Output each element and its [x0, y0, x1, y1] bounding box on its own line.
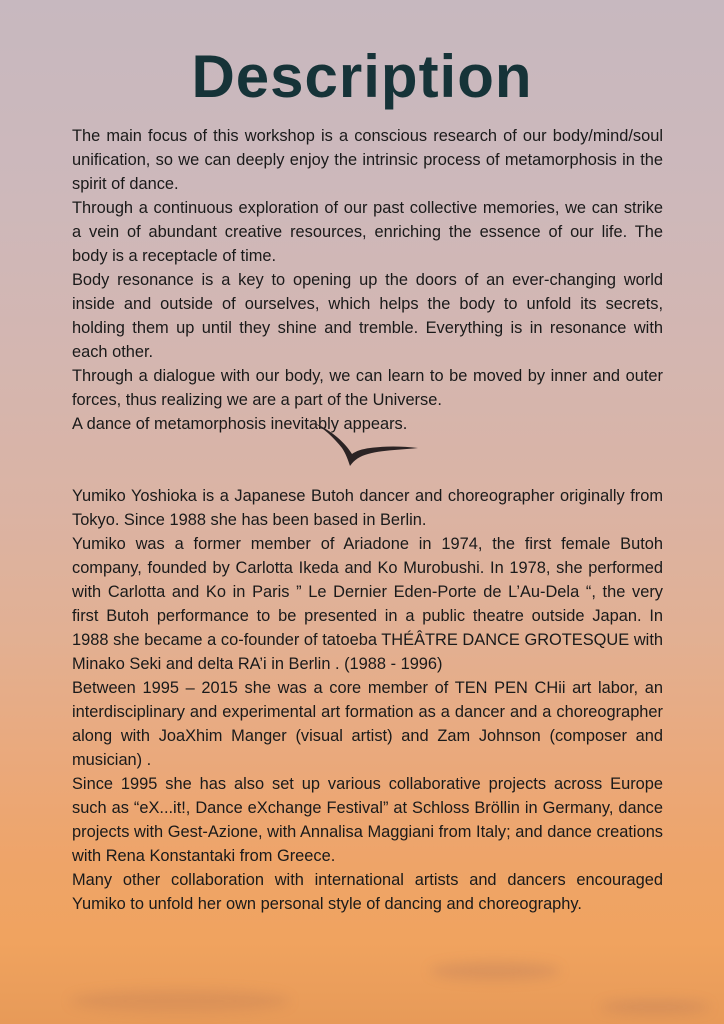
page-title: Description — [191, 43, 533, 110]
description-paragraph: Body resonance is a key to opening up the doors of an ever-changing world inside and outside of ourselves, which helps the body to unfold its secrets, holding them up until they shine and tremble. Everything is in resonance with each other. — [72, 271, 663, 361]
cloud-wisp — [430, 962, 560, 980]
bio-paragraph: Yumiko Yoshioka is a Japanese Butoh dancer and choreographer originally from Tokyo. Since 1988 she has been based in Berlin. — [72, 487, 663, 529]
description-paragraph: Through a dialogue with our body, we can learn to be moved by inner and outer forces, thus realizing we are a part of the Universe. — [72, 367, 663, 409]
cloud-wisp — [600, 1000, 710, 1014]
artist-biography — [72, 484, 663, 916]
cloud-wisp — [70, 990, 290, 1012]
bio-paragraph: Between 1995 – 2015 she was a core member of TEN PEN CHii art labor, an interdisciplinary and experimental art formation as a dancer and a choreographer along with JoaXhim Manger (visual artist) and Zam Johnson (composer and musician) . — [72, 679, 663, 769]
bio-paragraph: Many other collaboration with international artists and dancers encouraged Yumiko to unfold her own personal style of dancing and choreography. — [72, 871, 663, 913]
bird-silhouette-icon — [310, 418, 420, 470]
bio-paragraph: Yumiko was a former member of Ariadone in 1974, the first female Butoh company, founded by Carlotta Ikeda and Ko Murobushi. In 1978, she performed with Carlotta and Ko in Paris ” Le Dernier Eden-Porte de L’Au-Dela “, the very first Butoh performance to be presented in a public theatre outside Japan. In 1988 she became a co-founder of tatoeba THÉÂTRE DANCE GROTESQUE with Minako Seki and delta RA’i in Berlin . (1988 - 1996) — [72, 535, 663, 673]
workshop-description — [72, 124, 663, 436]
description-paragraph: Through a continuous exploration of our past collective memories, we can strike a vein of abundant creative resources, enriching the essence of our life. The body is a receptacle of time. — [72, 199, 663, 265]
description-paragraph: The main focus of this workshop is a conscious research of our body/mind/soul unification, so we can deeply enjoy the intrinsic process of metamorphosis in the spirit of dance. — [72, 127, 663, 193]
description-paragraph: A dance of metamorphosis inevitably appears. — [72, 415, 408, 433]
bio-paragraph: Since 1995 she has also set up various collaborative projects across Europe such as “eX...it!, Dance eXchange Festival” at Schloss Bröllin in Germany, dance projects with Gest-Azione, with Annalisa Maggiani from Italy; and dance creations with Rena Konstantaki from Greece. — [72, 775, 663, 865]
